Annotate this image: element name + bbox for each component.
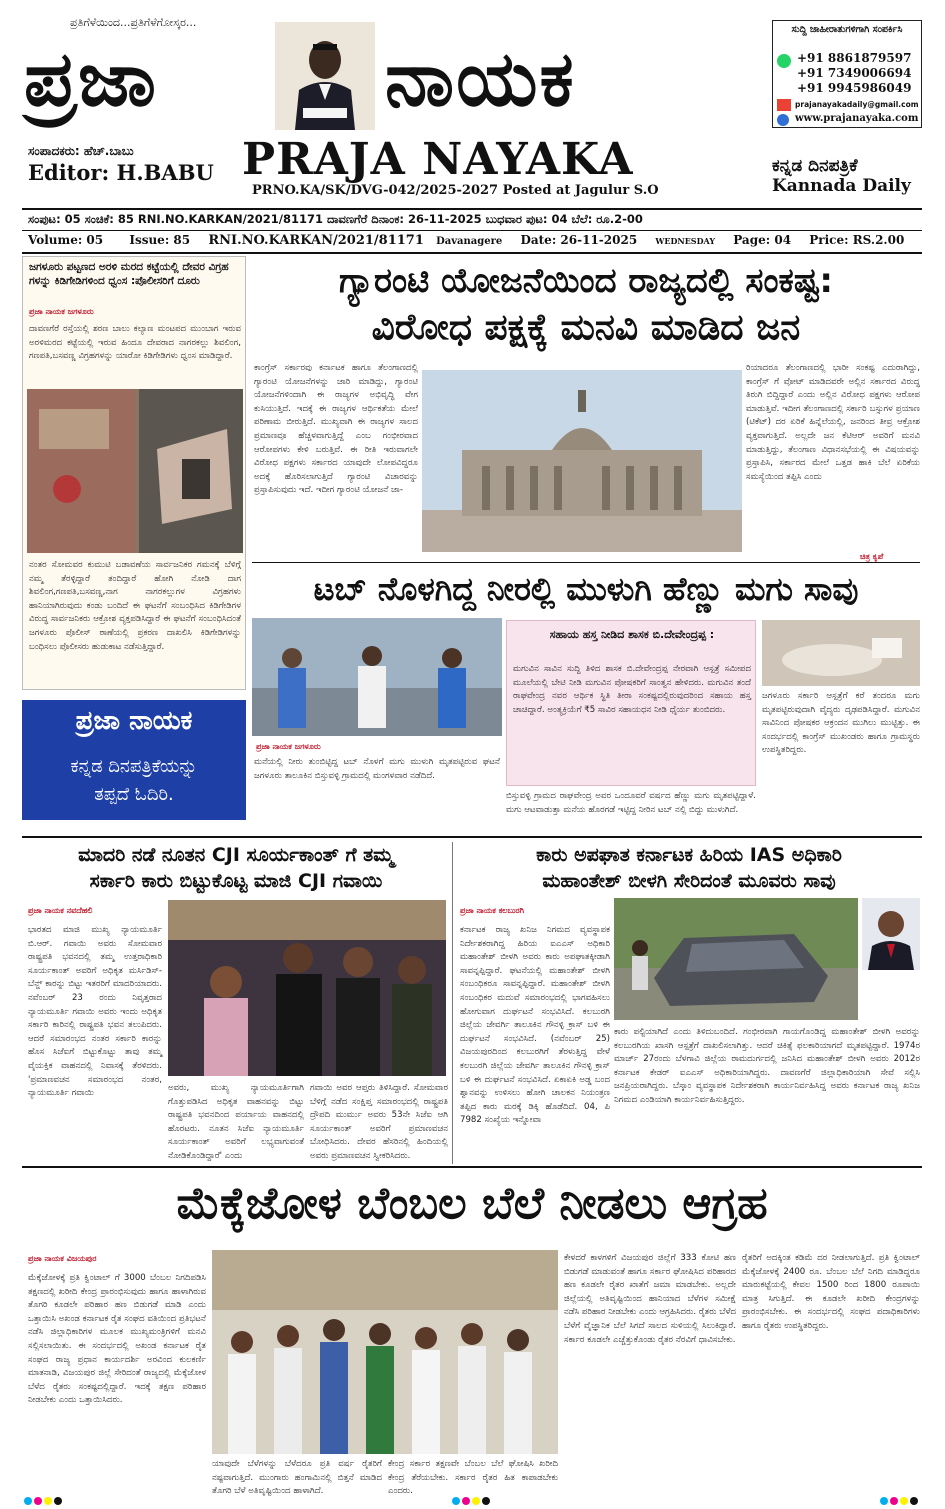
second-body-b: ಬಿಸ್ತುವಳ್ಳಿ ಗ್ರಾಮದ ರಾಘವೇಂದ್ರ ಅವರ ಒಂದೂವರೆ ವರ್ಷದ ಹೆಣ್ಣು ಮಗು ಮೃತಪಟ್ಟಿದ್ದಾಳೆ. ಮಗು ಆಟವಾಡುತ್ತಾ ಮನೆಯ ಹೊರಗಡೆ ಇಟ್ಟಿದ್ದ ನೀರಿನ ಟಬ್ ನಲ್ಲಿ ಬಿದ್ದು ಮುಳುಗಿದೆ. [506,791,756,815]
cji-headline-2: ಸರ್ಕಾರಿ ಕಾರು ಬಿಟ್ಟುಕೊಟ್ಟ ಮಾಜಿ CJI ಗವಾಯಿ [89,870,383,892]
lead-credit: ಚಿತ್ರ ಕೃಪೆ [860,552,884,561]
left-story-kicker: ಪ್ರಜಾ ನಾಯಕ ಜಗಳೂರು [29,307,94,316]
whatsapp-icon [777,54,791,68]
masthead-title-kn-left: ಪ್ರಜಾ [24,34,158,123]
cyan-dot [452,1497,460,1505]
left-story-body-1: ದಾವಣಗೆರೆ ರಸ್ತೆಯಲ್ಲಿ ಶರಣ ಬಾಲು ಕಲ್ಯಾಣ ಮಂಟಪದ ಮುಂಬಾಗ ಇರುವ ಅರಳಿಮರದ ಕಟ್ಟೆಯಲ್ಲಿ ಇರುವ ಹಿಂದೂ ದೇವರಾದ ನಾಗರಕಲ್ಲು ಶಿವಲಿಂಗ, ಗಣಪತಿ,ಬಸವಣ್ಣ ವಿಗ್ರಹಗಳನ್ನು ಯಾರೋ ಕಿಡಿಗೇಡಿಗಳು ಧ್ವಂಸ ಮಾಡಿದ್ದಾರೆ. [29,324,241,362]
dateline-top-rule [22,208,922,210]
price: Price: RS.2.00 [809,233,905,247]
registration-marks-left [24,1490,64,1509]
yellow-dot [900,1497,908,1505]
globe-icon [777,114,789,126]
second-body-a: ಮನೆಯಲ್ಲಿ ನೀರು ತುಂಬಿಟ್ಟಿದ್ದ ಟಬ್ ನೊಳಗೆ ಮಗು ಮುಳುಗಿ ಮೃತಪಟ್ಟಿರುವ ಘಟನೆ ಜಗಳೂರು ತಾಲೂಕಿನ ಬಿಸ್ತುವಳ್ಳಿ ಗ್ರಾಮದಲ್ಲಿ ಮಂಗಳವಾರ ನಡೆದಿದೆ. [254,757,500,781]
black-dot [482,1497,490,1505]
ias-body-left: ಕರ್ನಾಟಕ ರಾಜ್ಯ ಖನಿಜ ನಿಗಮದ ವ್ಯವಸ್ಥಾಪಕ ನಿರ್ದೇಶಕರಾಗಿದ್ದ ಹಿರಿಯ ಐಎಎಸ್ ಅಧಿಕಾರಿ ಮಹಾಂತೇಶ್ ಬೀಳಗಿ ಅವರು ಕಾರು ಅಪಘಾತಕ್ಕೀಡಾಗಿ ಸಾವನ್ನಪ್ಪಿದ್ದಾರೆ. ಘಟನೆಯಲ್ಲಿ ಮಹಾಂತೇಶ್ ಬೀಳಗಿ ಸಂಬಂಧಿಕರೂ ಸಾವನ್ನಪ್ಪಿದ್ದಾರೆ. ಮಹಾಂತೇಶ್ ಬೀಳಗಿ ಸಂಬಂಧಿಕರ ಮದುವೆ ಸಮಾರಂಭದಲ್ಲಿ ಭಾಗವಹಿಸಲು ಹೋಗುವಾಗ ದುರ್ಘಟನೆ ಸಂಭವಿಸಿದೆ. ಕಲಬುರಗಿ ಜಿಲ್ಲೆಯ ಜೇವರ್ಗಿ ತಾಲೂಕಿನ ಗೌನಳ್ಳಿ ಕ್ರಾಸ್ ಬಳಿ ಈ ದುರ್ಘಟನೆ ಸಂಭವಿಸಿದೆ. (ನವೆಂಬರ್ 25) ವಿಜಯಪುರದಿಂದ ಕಲಬುರಗಿಗೆ ತೆರಳುತ್ತಿದ್ದ ವೇಳೆ ಕಲಬುರಗಿ ಜಿಲ್ಲೆಯ ಜೇವರ್ಗಿ ತಾಲೂಕಿನ ಗೌನಳ್ಳಿ ಕ್ರಾಸ್ ಬಳಿ ಈ ದುರ್ಘಟನೆ ಸಂಭವಿಸಿದೆ. ಏಕಾಏಕಿ ಅಡ್ಡ ಬಂದ ಶ್ವಾನವನ್ನು ಉಳಿಸಲು ಹೋಗಿ ಚಾಲಕನ ನಿಯಂತ್ರಣ ತಪ್ಪಿದ ಕಾರು ಮರಕ್ಕೆ ಡಿಕ್ಕಿ ಹೊಡೆದಿದೆ. 04, ಪಿ 7982 ಸಂಖ್ಯೆಯ ಇನ್ನೋವಾ [460,925,610,1126]
second-photo-kicker: ಪ್ರಜಾ ನಾಯಕ ಜಗಳೂರು [256,742,321,751]
contact-box [772,20,922,128]
promo-title: ಪ್ರಜಾ ನಾಯಕ [75,706,193,736]
ias-headline-2: ಮಹಾಂತೇಶ್ ಬೀಳಗಿ ಸೇರಿದಂತೆ ಮೂವರು ಸಾವು [542,870,836,892]
volume: Volume: 05 [28,233,104,247]
promo-line-1: ಕನ್ನಡ ದಿನಪತ್ರಿಕೆಯನ್ನು [70,756,198,777]
yellow-dot [44,1497,52,1505]
column-divider [452,842,453,1164]
registration-marks-right [880,1490,920,1509]
phone-1[interactable]: +91 8861879597 [797,51,912,65]
phone-3[interactable]: +91 9945986049 [797,81,912,95]
magenta-dot [462,1497,470,1505]
bottom-body-left: ಮೆಕ್ಕೆಜೋಳಕ್ಕೆ ಪ್ರತಿ ಕ್ವಿಂಟಾಲ್ ಗೆ 3000 ಬೆಂಬಲ ನಿಗದಿಪಡಿಸಿ ತಕ್ಷಣದಲ್ಲಿ ಖರೀದಿ ಕೇಂದ್ರ ಪ್ರಾರಂಭಿಸುವುದು ಹಾಗೂ ಹಾಳಾಗಿರುವ ತೊಗರಿ ಕೂಡಲೇ ಪರಿಹಾರ ಹಣ ಬಿಡುಗಡೆ ಮಾಡಿ ಎಂದು ಒತ್ತಾಯಿಸಿ ಅಖಂಡ ಕರ್ನಾಟಕ ರೈತ ಸಂಘದ ವತಿಯಿಂದ ಪ್ರತಿಭಟನೆ ನಡೆಸಿ ಜಿಲ್ಲಾಧಿಕಾರಿಗಳ ಮೂಲಕ ಮುಖ್ಯಮಂತ್ರಿಗಳಿಗೆ ಮನವಿ ಸಲ್ಲಿಸಲಾಯಿತು. ಈ ಸಂದರ್ಭದಲ್ಲಿ ಅಖಂಡ ಕರ್ನಾಟಕ ರೈತ ಸಂಘದ ರಾಜ್ಯ ಪ್ರಧಾನ ಕಾರ್ಯದರ್ಶಿ ಅರವಿಂದ ಕುಲಕರ್ಣಿ ಮಾತನಾಡಿ, ವಿಜಯಪುರ ಜಿಲ್ಲೆ ಸೇರಿದಂತೆ ರಾಜ್ಯದಲ್ಲಿ ಮೆಕ್ಕೆಜೋಳ ಬೆಳೆದ ರೈತರು ಸಂಕಷ್ಟದಲ್ಲಿದ್ದಾರೆ. ಇದಕ್ಕೆ ತಕ್ಷಣ ಪರಿಹಾರ ನೀಡಬೇಕು ಎಂದು ಒತ್ತಾಯಿಸಿದರು. [28,1273,206,1406]
prno-line: PRNO.KA/SK/DVG-042/2025-2027 Posted at Jagulur S.O [252,183,659,198]
email-icon [777,99,791,111]
left-story [22,256,246,690]
black-dot [910,1497,918,1505]
bottom-photo [212,1250,558,1454]
bottom-rule [22,1166,922,1168]
cji-headline-1: ಮಾದರಿ ನಡೆ ನೂತನ CJI ಸೂರ್ಯಕಾಂತ್ ಗೆ ತಮ್ಮ [78,844,394,866]
lead-rule [252,562,920,563]
second-photo-2 [762,620,920,686]
cyan-dot [24,1497,32,1505]
phone-2[interactable]: +91 7349006694 [797,66,912,80]
mid-rule [22,836,922,838]
bottom-body-right-2: ರೈತರಿಗೆ ಅದಕ್ಕಿಂತ ಕಡಿಮೆ ದರ ನೀಡಲಾಗುತ್ತಿದೆ. ಪ್ರತಿ ಕ್ವಿಂಟಾಲ್ ಮೆಕ್ಕೆಜೋಳಕ್ಕೆ 2400 ರೂ. ಬೆಂಬಲ ಬೆಲೆ ನಿಗದಿ ಮಾಡಿದ್ದರೂ ಮಾರುಕಟ್ಟೆಯಲ್ಲಿ ಕೇವಲ 1500 ರಿಂದ 1800 ರೂಪಾಯಿ ಮಾತ್ರ ಸಿಗುತ್ತಿದೆ. ಈ ಕೂಡಲೇ ಖರೀದಿ ಕೇಂದ್ರಗಳನ್ನು ಪ್ರಾರಂಭಿಸಬೇಕು. ಈ ಸಂದರ್ಭದಲ್ಲಿ ಸಂಘದ ಪದಾಧಿಕಾರಿಗಳು ಹಾಗೂ ರೈತರು ಉಪಸ್ಥಿತರಿದ್ದರು. [742,1253,920,1331]
second-sidebar-title: ಸಹಾಯ ಹಸ್ತ ನೀಡಿದ ಶಾಸಕ ಬಿ.ದೇವೇಂದ್ರಪ್ಪ : [549,628,715,641]
place: Davanagere [436,236,503,247]
yellow-dot [472,1497,480,1505]
ias-photo [614,898,858,1020]
cji-photo [168,900,446,1076]
page-number: Page: 04 [733,233,792,247]
dateline-en [28,233,918,251]
daily-label-kn: ಕನ್ನಡ ದಿನಪತ್ರಿಕೆ [772,156,858,176]
bottom-headline: ಮೆಕ್ಕೆಜೋಳ ಬೆಂಬಲ ಬೆಲೆ ನೀಡಲು ಆಗ್ರಹ [176,1178,768,1229]
editor-label-kn: ಸಂಪಾದಕರು: ಹೆಚ್.ಬಾಬು [28,144,134,158]
ias-officer-photo [862,898,920,970]
promo-line-2: ತಪ್ಪದೆ ಓದಿರಿ. [94,784,174,805]
contact-heading: ಸುದ್ದಿ ಜಾಹೀರಾತುಗಳಿಗಾಗಿ ಸಂಪರ್ಕಿಸಿ [791,24,903,35]
second-headline: ಟಬ್ ನೊಳಗಿದ್ದ ನೀರಲ್ಲಿ ಮುಳುಗಿ ಹೆಣ್ಣು ಮಗು ಸಾವು [313,570,859,608]
second-sidebar [506,620,756,786]
rni: RNI.NO.KARKAN/2021/81171 [208,233,424,248]
masthead-title-kn-right: ನಾಯಕ [385,34,576,123]
bottom-kicker: ಪ್ರಜಾ ನಾಯಕ ವಿಜಯಪುರ [28,1254,97,1263]
ias-body-right: ಕಾರು ಪಲ್ಟಿಯಾಗಿದೆ ಎಂದು ತಿಳಿದುಬಂದಿದೆ. ಗಂಭೀರವಾಗಿ ಗಾಯಗೊಂಡಿದ್ದ ಮಹಾಂತೇಶ್ ಬೀಳಗಿ ಅವರನ್ನು ಕಲಬುರಗಿಯ ಖಾಸಗಿ ಆಸ್ಪತ್ರೆಗೆ ದಾಖಲಿಸಲಾಗಿತ್ತು. ಆದರೆ ಚಿಕಿತ್ಸೆ ಫಲಕಾರಿಯಾಗದೆ ಮೃತಪಟ್ಟಿದ್ದಾರೆ. 1974ರ ಮಾರ್ಚ್ 27ರಂದು ಬೆಳಗಾವಿ ಜಿಲ್ಲೆಯ ರಾಮದುರ್ಗದಲ್ಲಿ ಜನಿಸಿದ ಮಹಾಂತೇಶ್ ಬೀಳಗಿ ಅವರು 2012ರ ಕರ್ನಾಟಕ ಕೇಡರ್ ಐಎಎಸ್ ಅಧಿಕಾರಿಯಾಗಿದ್ದರು. ದಾವಣಗೆರೆ ಜಿಲ್ಲಾಧಿಕಾರಿಯಾಗಿ ಸೇವೆ ಸಲ್ಲಿಸಿ ಜನಪ್ರಿಯರಾಗಿದ್ದರು. ಬೆಸ್ಕಾಂ ವ್ಯವಸ್ಥಾಪಕ ನಿರ್ದೇಶಕರಾಗಿ ಕಾರ್ಯನಿರ್ವಹಿಸಿದ್ದ ಅವರು ಕರ್ನಾಟಕ ರಾಜ್ಯ ಖನಿಜ ನಿಗಮದ ಎಂಡಿಯಾಗಿ ಕಾರ್ಯನಿರ್ವಹಿಸುತ್ತಿದ್ದರು. [614,1027,920,1105]
lead-headline-2: ವಿರೋಧ ಪಕ್ಷಕ್ಕೆ ಮನವಿ ಮಾಡಿದ ಜನ [371,307,801,348]
cji-body-mid: ಅವರು, ಮುಖ್ಯ ನ್ಯಾಯಮೂರ್ತಿಗಾಗಿ ಗೊತ್ತುಪಡಿಸಿದ ಅಧಿಕೃತ ವಾಹನವನ್ನು ಬಿಟ್ಟು ರಾಷ್ಟ್ರಪತಿ ಭವನದಿಂದ ಪರ್ಯಾಯ ವಾಹನದಲ್ಲಿ ಹೊರಟರು. ನೂತನ ಸಿಜೆಐ ನ್ಯಾಯಮೂರ್ತಿ ಸೂರ್ಯಕಾಂತ್ ಅವರಿಗೆ ಲಭ್ಯವಾಗುವಂತೆ ನೋಡಿಕೊಂಡಿದ್ದಾರೆ' ಎಂದು [168,1083,304,1161]
date: Date: 26-11-2025 [520,233,638,247]
second-photo [252,618,502,736]
second-body-c: ಜಗಳೂರು ಸರ್ಕಾರಿ ಆಸ್ಪತ್ರೆಗೆ ಕರೆ ತಂದರೂ ಮಗು ಮೃತಪಟ್ಟಿರುವುದಾಗಿ ವೈದ್ಯರು ದೃಢಪಡಿಸಿದ್ದಾರೆ. ಮಗುವಿನ ಸಾವಿನಿಂದ ಪೋಷಕರ ಆಕ್ರಂದನ ಮುಗಿಲು ಮುಟ್ಟಿತ್ತು. ಈ ಸಂದರ್ಭದಲ್ಲಿ ಕಾಂಗ್ರೆಸ್ ಮುಖಂಡರು ಹಾಗೂ ಗ್ರಾಮಸ್ಥರು ಉಪಸ್ಥಿತರಿದ್ದರು. [762,691,920,756]
website-link[interactable]: www.prajanayaka.com [795,113,919,124]
bottom-body-mid: ಯಾವುದೇ ಬೆಳೆಗಳನ್ನು ಬೆಳೆದರೂ ಪ್ರತಿ ವರ್ಷ ರೈತರಿಗೆ ನಷ್ಟವಾಗುತ್ತಿದೆ. ಮುಂಗಾರು ಹಂಗಾಮಿನಲ್ಲಿ ಬಿತ್ತನೆ ಮಾಡಿದ ತೊಗರಿ ಬೆಳೆ ಅತಿವೃಷ್ಟಿಯಿಂದ ಹಾಳಾಗಿದೆ. [212,1459,382,1497]
promo-box [22,700,246,820]
masthead [0,0,945,200]
cyan-dot [880,1497,888,1505]
black-dot [54,1497,62,1505]
dateline-mid-rule [22,230,922,231]
dateline-kn: ಸಂಪುಟ: 05 ಸಂಚಿಕೆ: 85 RNI.NO.KARKAN/2021/81171 ದಾವಣಗೆರೆ ದಿನಾಂಕ: 26-11-2025 ಬುಧವಾರ ಪುಟ: 04 ಬೆಲೆ: ರೂ.2-00 [28,212,643,226]
bottom-body-mid-2: ಕೇಂದ್ರ ಸರ್ಕಾರ ತಕ್ಷಣವೇ ಬೆಂಬಲ ಬೆಲೆ ಘೋಷಿಸಿ ಖರೀದಿ ಕೇಂದ್ರ ತೆರೆಯಬೇಕು. ಸರ್ಕಾರ ರೈತರ ಹಿತ ಕಾಪಾಡಬೇಕು ಎಂದರು. [388,1459,558,1497]
ias-headline-1: ಕಾರು ಅಪಘಾತ ಕರ್ನಾಟಕ ಹಿರಿಯ IAS ಅಧಿಕಾರಿ [536,844,842,866]
lead-headline-1: ಗ್ಯಾರಂಟಿ ಯೋಜನೆಯಿಂದ ರಾಜ್ಯದಲ್ಲಿ ಸಂಕಷ್ಟ: [338,261,834,301]
daily-label-en: Kannada Daily [772,176,911,196]
left-story-photo [27,389,243,553]
cji-kicker: ಪ್ರಜಾ ನಾಯಕ ನವದೆಹಲಿ [28,906,93,915]
cji-body-left: ಭಾರತದ ಮಾಜಿ ಮುಖ್ಯ ನ್ಯಾಯಮೂರ್ತಿ ಬಿ.ಆರ್. ಗವಾಯಿ ಅವರು ಸೋಮವಾರ ರಾಷ್ಟ್ರಪತಿ ಭವನದಲ್ಲಿ ತಮ್ಮ ಉತ್ತರಾಧಿಕಾರಿ ಸೂರ್ಯಕಾಂತ್ ಅವರಿಗೆ ಅಧಿಕೃತ ಮರ್ಸಿಡಿಸ್-ಬೆನ್ಜ್ ಕಾರನ್ನು ಬಿಟ್ಟು ಇತರರಿಗೆ ಮಾದರಿಯಾದರು. ನವೆಂಬರ್ 23 ರಂದು ನಿವೃತ್ತರಾದ ನ್ಯಾಯಮೂರ್ತಿ ಗವಾಯಿ ಅವರು ಇಂದು ಅಧಿಕೃತ ಸರ್ಕಾರಿ ಕಾರಿನಲ್ಲಿ ರಾಷ್ಟ್ರಪತಿ ಭವನ ತಲುಪಿದರು. ಆದರೆ ಸಮಾರಂಭದ ನಂತರ ಸರ್ಕಾರಿ ಕಾರನ್ನು ಹೊಸ ಸಿಜೆಐಗೆ ಬಿಟ್ಟುಕೊಟ್ಟು ತಾವು ತಮ್ಮ ವೈಯಕ್ತಿಕ ವಾಹನದಲ್ಲಿ ನಿವಾಸಕ್ಕೆ ತೆರಳಿದರು. 'ಪ್ರಮಾಣವಚನ ಸಮಾರಂಭದ ನಂತರ, ನ್ಯಾಯಮೂರ್ತಿ ಗವಾಯಿ [28,925,162,1099]
lead-body-left: ಕಾಂಗ್ರೆಸ್ ಸರ್ಕಾರವು ಕರ್ನಾಟಕ ಹಾಗೂ ತೆಲಂಗಾಣದಲ್ಲಿ ಗ್ಯಾರಂಟಿ ಯೋಜನೆಗಳನ್ನು ಜಾರಿ ಮಾಡಿದ್ದು, ಗ್ಯಾರಂಟಿ ಯೋಜನೆಗಳಿಂದಾಗಿ ಈ ರಾಜ್ಯಗಳ ಅಭಿವೃದ್ಧಿ ವೇಗ ಕುಸಿಯುತ್ತಿದೆ. ಇದಕ್ಕೆ ಈ ರಾಜ್ಯಗಳ ಆರ್ಥಿಕತೆಯ ಮೇಲೆ ಪರಿಣಾಮ ಬೀರುತ್ತಿದೆ. ಮುಖ್ಯವಾಗಿ ಈ ರಾಜ್ಯಗಳ ಸಾಲದ ಪ್ರಮಾಣವೂ ಹೆಚ್ಚಳವಾಗುತ್ತಿದ್ದೆ ಎಂಬ ಗಂಭೀರವಾದ ಆರೋಪಗಳು ಕೇಳಿ ಬರುತ್ತಿವೆ. ಈ ರೀತಿ ಇರುವಾಗಲೇ ವಿರೋಧ ಪಕ್ಷಗಳು ಸರ್ಕಾರದ ಯಾವುದೇ ಲೋಪವಿದ್ದರೂ ಅದಕ್ಕೆ ಹೊರಿಸಲಾಗುತ್ತಿದೆ ಗ್ಯಾರಂಟಿ ವಿಚಾರವನ್ನು ಪ್ರಸ್ತಾಪಿಸುವುದು ಇದೆ. ಇದೀಗ ಗ್ಯಾರಂಟಿ ಯೋಜನೆ ಜಾ- [254,363,418,496]
dateline-bottom-rule [22,252,922,254]
cji-body-right: ಗವಾಯಿ ಅವರ ಆಪ್ತರು ತಿಳಿಸಿದ್ದಾರೆ. ಸೋಮವಾರ ಬೆಳಿಗ್ಗೆ ನಡೆದ ಸಂಕ್ಷಿಪ್ತ ಸಮಾರಂಭದಲ್ಲಿ ರಾಷ್ಟ್ರಪತಿ ದ್ರೌಪದಿ ಮುರ್ಮು ಅವರು 53ನೇ ಸಿಜೆಐ ಆಗಿ ಸೂರ್ಯಕಾಂತ್ ಅವರಿಗೆ ಪ್ರಮಾಣವಚನ ಬೋಧಿಸಿದರು. ದೇವರ ಹೆಸರಿನಲ್ಲಿ ಹಿಂದಿಯಲ್ಲಿ ಅವರು ಪ್ರಮಾಣವಚನ ಸ್ವೀಕರಿಸಿದರು. [310,1083,448,1161]
founder-portrait [275,22,375,130]
magenta-dot [34,1497,42,1505]
second-sidebar-body: ಮಗುವಿನ ಸಾವಿನ ಸುದ್ದಿ ತಿಳಿದ ಶಾಸಕ ಬಿ.ದೇವೇಂದ್ರಪ್ಪ ನೇರವಾಗಿ ಆಸ್ಪತ್ರೆ ಸಮೀಪದ ಮೂಲೆಯಲ್ಲಿ ಬೇಟಿ ನೀಡಿ ಮಗುವಿನ ಪೋಷಕರಿಗೆ ಸಾಂತ್ವನ ಹೇಳಿದರು. ಮಗುವಿನ ತಂದೆ ರಾಘವೇಂದ್ರ ನವರ ಆರ್ಥಿಕ ಸ್ಥಿತಿ ತೀರಾ ಸಂಕಷ್ಟದಲ್ಲಿರುವುದರಿಂದ ಸಹಾಯ ಹಸ್ತ ಚಾಚಿದ್ದಾರೆ. ಅಂತ್ಯಕ್ರಿಯೆಗೆ ₹5 ಸಾವಿರ ಸಹಾಯಧನ ನೀಡಿ ಧೈರ್ಯ ತುಂಬಿದರು. [513,664,751,715]
masthead-tagline: ಪ್ರತಿಗೆಳೆಯಿಂದ...ಪ್ರತಿಗೆಳೆಗೋಸ್ಕರ... [70,16,197,29]
bottom-body-right-1: ಕೇಳದರೆ ಕಾಳಗಳಿಗೆ ವಿಜಯಪುರ ಜಿಲ್ಲೆಗೆ 333 ಕೋಟಿ ಹಣ ಬಿಡುಗಡೆ ಮಾಡುವಂತೆ ಹಾಗೂ ಸರ್ಕಾರ ಘೋಷಿಸಿದ ಪರಿಹಾರದ ಹಣ ಕೂಡಲೇ ರೈತರ ಖಾತೆಗೆ ಜಮಾ ಮಾಡಬೇಕು. ಅಲ್ಲದೇ ಜಿಲ್ಲೆಯಲ್ಲಿ ಅತಿವೃಷ್ಟಿಯಿಂದ ಹಾನಿಯಾದ ಬೆಳೆಗಳ ಸಮೀಕ್ಷೆ ನಡೆಸಿ ಪರಿಹಾರ ನೀಡಬೇಕು ಎಂದು ಆಗ್ರಹಿಸಿದರು. ರೈತರು ಬೆಳೆದ ಬೆಳೆಗೆ ವೈಜ್ಞಾನಿಕ ಬೆಲೆ ಸಿಗದೆ ಸಾಲದ ಸುಳಿಯಲ್ಲಿ ಸಿಲುಕಿದ್ದಾರೆ. ಸರ್ಕಾರ ಕೂಡಲೇ ಎಚ್ಚೆತ್ತುಕೊಂಡು ರೈತರ ನೆರವಿಗೆ ಧಾವಿಸಬೇಕು. [564,1253,736,1345]
left-story-body-2: ನಂತರ ಸೋಮವರ ಕುಮುಟಿ ಬಡಾವಣೆಯ ಸಾರ್ವಜನಿಕರ ಗಮನಕ್ಕೆ ಬೆಳಿಗ್ಗೆ ನಮ್ಮ ತೆರಳ್ಳಿದ್ದಾರೆ ತಂದಿದ್ದಾರೆ ಹೋಗಿ ನೋಡಿ ದಾಗ ಶಿವಲಿಂಗ,ಗಣಪತಿ,ಬಸವಣ್ಣ,ನಾಗ ನಾಗರಕಲ್ಲುಗಳ ವಿಗ್ರಹಗಳು ಹಾನಿಯಾಗಿರುವುದು ಕಂಡು ಬಂದಿದೆ ಈ ಘಟನೆಗೆ ಸಂಬಂಧಿಸಿದ ಕಿಡಿಗೇಡಿಗಳ ವಿರುದ್ಧ ಸಾರ್ವಜನಿಕರು ಆಕ್ರೋಶ ವ್ಯಕ್ತಪಡಿಸಿದ್ದಾರೆ ಈ ಘಟನೆಗೆ ಸಂಬಂಧಿಸಿದಂತೆ ಜಗಳೂರು ಪೊಲೀಸ್ ಠಾಣೆಯಲ್ಲಿ ಪ್ರಕರಣ ದಾಖಲಿಸಿ ಕಿಡಿಗೇಡಿಗಳನ್ನು ಬಂಧಿಸಲು ಪೊಲೀಸರು ಹುಡುಕಾಟ ನಡೆಸುತ್ತಿದ್ದಾರೆ. [29,560,241,652]
masthead-title-en: PRAJA NAYAKA [242,134,634,185]
ias-kicker: ಪ್ರಜಾ ನಾಯಕ ಕಲಬುರಗಿ [460,906,525,915]
magenta-dot [890,1497,898,1505]
left-story-headline: ಜಗಳೂರು ಪಟ್ಟಣದ ಅರಳಿ ಮರದ ಕಟ್ಟೆಯಲ್ಲಿ ದೇವರ ವಿಗ್ರಹ ಗಳನ್ನು ಕಿಡಿಗೇಡಿಗಳಿಂದ ಧ್ವಂಸ :ಪೊಲೀಸರಿಗೆ ದೂರು [29,261,229,287]
registration-marks-center [452,1490,492,1509]
weekday: WEDNESDAY [655,236,716,246]
editor-label-en: Editor: H.BABU [28,160,214,185]
lead-body-right: ರಿಯಾದರೂ ತೆಲಂಗಾಣದಲ್ಲಿ ಭಾರೀ ಸಂಕಷ್ಟ ಎದುರಾಗಿದ್ದು, ಕಾಂಗ್ರೆಸ್ ಗೆ ವೋಟ್ ಮಾಡಿದವರೇ ಅಲ್ಲಿನ ಸರ್ಕಾರದ ವಿರುದ್ಧ ತಿರುಗಿ ಬಿದ್ದಿದ್ದಾರೆ ಎಂದು ಅಲ್ಲಿನ ವಿರೋಧ ಪಕ್ಷಗಳು ಆರೋಪ ಮಾಡುತ್ತಿವೆ. ಇದೀಗ ತೆಲಂಗಾಣದಲ್ಲಿ ಸರ್ಕಾರಿ ಬಸ್ಸುಗಳ ಪ್ರಯಾಣ (ಟಿಕೆಟ್) ದರ ಏರಿಕೆ ಹಿನ್ನೆಲೆಯಲ್ಲಿ, ಜನರಿಂದ ತೀವ್ರ ಆಕ್ರೋಶ ವ್ಯಕ್ತವಾಗುತ್ತಿದೆ. ಅಲ್ಲದೇ ಜನ ಕೆಟಿಆರ್ ಅವರಿಗೆ ಮನವಿ ಮಾಡುತ್ತಿದ್ದು, ತೆಲಂಗಾಣ ವಿಧಾನಸಭೆಯಲ್ಲಿ ಈ ವಿಷಯವನ್ನು ಪ್ರಸ್ತಾಪಿಸಿ, ಸರ್ಕಾರದ ಮೇಲೆ ಒತ್ತಡ ಹಾಕಿ ಬೆಲೆ ಏರಿಕೆಯ ಸಮಸ್ಯೆಯಿಂದ ತಪ್ಪಿಸಿ ಎಂದು [746,363,920,482]
lead-photo [422,370,742,552]
email-link[interactable]: prajanayakadaily@gmail.com [795,100,919,109]
issue: Issue: 85 [129,233,191,247]
